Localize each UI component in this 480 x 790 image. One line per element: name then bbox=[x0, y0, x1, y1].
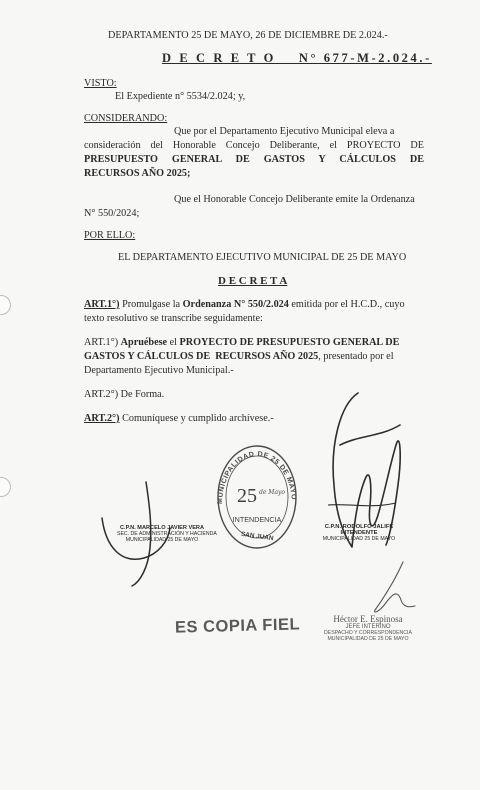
stamp-ring-top: MUNICIPALIDAD DE 25 DE MAYO bbox=[216, 450, 297, 505]
article-2: ART.2°) De Forma. bbox=[84, 389, 165, 400]
signature-right-role2: MUNICIPALIDAD 25 DE MAYO bbox=[322, 536, 396, 543]
article-3 bbox=[84, 412, 274, 425]
por-ello-label: POR ELLO: bbox=[84, 230, 136, 241]
decreta-heading: D E C R E T A bbox=[218, 275, 288, 287]
transcribed-article-line1 bbox=[84, 336, 399, 349]
transcribed-article-mid: el bbox=[167, 337, 180, 348]
visto-text: El Expediente n° 5534/2.024; y, bbox=[115, 91, 246, 102]
signature-right-role1: INTENDENTE bbox=[340, 530, 378, 537]
signature-third-block bbox=[318, 614, 418, 643]
signature-left-name: C.P.N. MARCELO JAVIER VERA bbox=[119, 525, 205, 531]
stamp-bottom: SAN JUAN bbox=[240, 530, 274, 543]
article-3-text: Comuníquese y cumplido archívese.- bbox=[119, 413, 274, 424]
transcribed-article-label: ART.1°) bbox=[84, 337, 121, 348]
place-date: DEPARTAMENTO 25 DE MAYO, 26 DE DICIEMBRE DE 2.024.- bbox=[108, 30, 388, 41]
article-3-label: ART.2°) bbox=[84, 413, 120, 424]
stamp-script: de Mayo bbox=[259, 489, 286, 496]
visto-label: VISTO: bbox=[84, 78, 117, 89]
copia-fiel-stamp: ES COPIA FIEL bbox=[174, 615, 301, 637]
transcribed-article-line3: Departamento Ejecutivo Municipal.- bbox=[84, 365, 234, 376]
signature-third-scribble bbox=[345, 560, 425, 620]
transcribed-article-line2-bold: GASTOS Y CÁLCULOS DE RECURSOS AÑO 2025 bbox=[84, 351, 319, 362]
por-ello-text: EL DEPARTAMENTO EJECUTIVO MUNICIPAL DE 25 DE MAYO bbox=[118, 252, 407, 263]
transcribed-article-line2-post: , presentado por el bbox=[318, 351, 394, 362]
article-1-label: ART.1°) bbox=[84, 299, 120, 310]
article-1-pre: Promulgase la bbox=[119, 299, 183, 310]
considerando-label: CONSIDERANDO: bbox=[84, 113, 168, 124]
considerando-p2-line1: Que el Honorable Concejo Deliberante emite la Ordenanza bbox=[174, 194, 415, 205]
considerando-p1-line2: consideración del Honorable Concejo Deliberante, el PROYECTO DE bbox=[84, 140, 424, 151]
signature-right-name: C.P.N. RODOLFO JALIFE bbox=[324, 524, 394, 530]
signature-third-name: Héctor E. Espinosa bbox=[333, 614, 403, 624]
stamp-big-number: 25 bbox=[237, 485, 257, 507]
punch-hole-bottom bbox=[0, 477, 11, 497]
signature-third-role3: MUNICIPALIDAD DE 25 DE MAYO bbox=[327, 636, 409, 643]
considerando-p1-line1: Que por el Departamento Ejecutivo Municipal eleva a bbox=[174, 126, 395, 137]
signature-third-role2: DESPACHO Y CORRESPONDENCIA bbox=[324, 630, 412, 637]
considerando-p2-line2: N° 550/2024; bbox=[84, 208, 140, 219]
decree-title: D E C R E T O N° 677-M-2.024.- bbox=[162, 51, 432, 65]
transcribed-article-project: PROYECTO DE PRESUPUESTO GENERAL DE bbox=[179, 337, 400, 348]
signature-third-role1: JEFE INTERINO bbox=[345, 624, 391, 630]
stamp-middle: INTENDENCIA bbox=[232, 515, 282, 524]
article-1-ordinance: Ordenanza N° 550/2.024 bbox=[182, 299, 289, 310]
stamp-text-layer bbox=[215, 442, 299, 552]
considerando-p1-line3: PRESUPUESTO GENERAL DE GASTOS Y CÁLCULOS DE bbox=[84, 154, 424, 165]
signature-left-role1: SEC. DE ADMINISTRACIÓN Y HACIENDA bbox=[117, 531, 217, 538]
signature-left-role2: MUNICIPALIDAD 25 DE MAYO bbox=[125, 537, 199, 544]
article-1-line2: texto resolutivo se transcribe seguidamente: bbox=[84, 313, 263, 324]
punch-hole-top bbox=[0, 295, 11, 315]
transcribed-article-line2 bbox=[84, 350, 394, 363]
signature-right-block bbox=[318, 524, 400, 543]
article-1-line1 bbox=[84, 298, 405, 311]
signature-left-block bbox=[117, 525, 217, 544]
article-1-post: emitida por el H.C.D., cuyo bbox=[288, 299, 405, 310]
considerando-p1-line4: RECURSOS AÑO 2025; bbox=[84, 168, 191, 179]
transcribed-article-verb: Apruébese bbox=[120, 337, 168, 348]
